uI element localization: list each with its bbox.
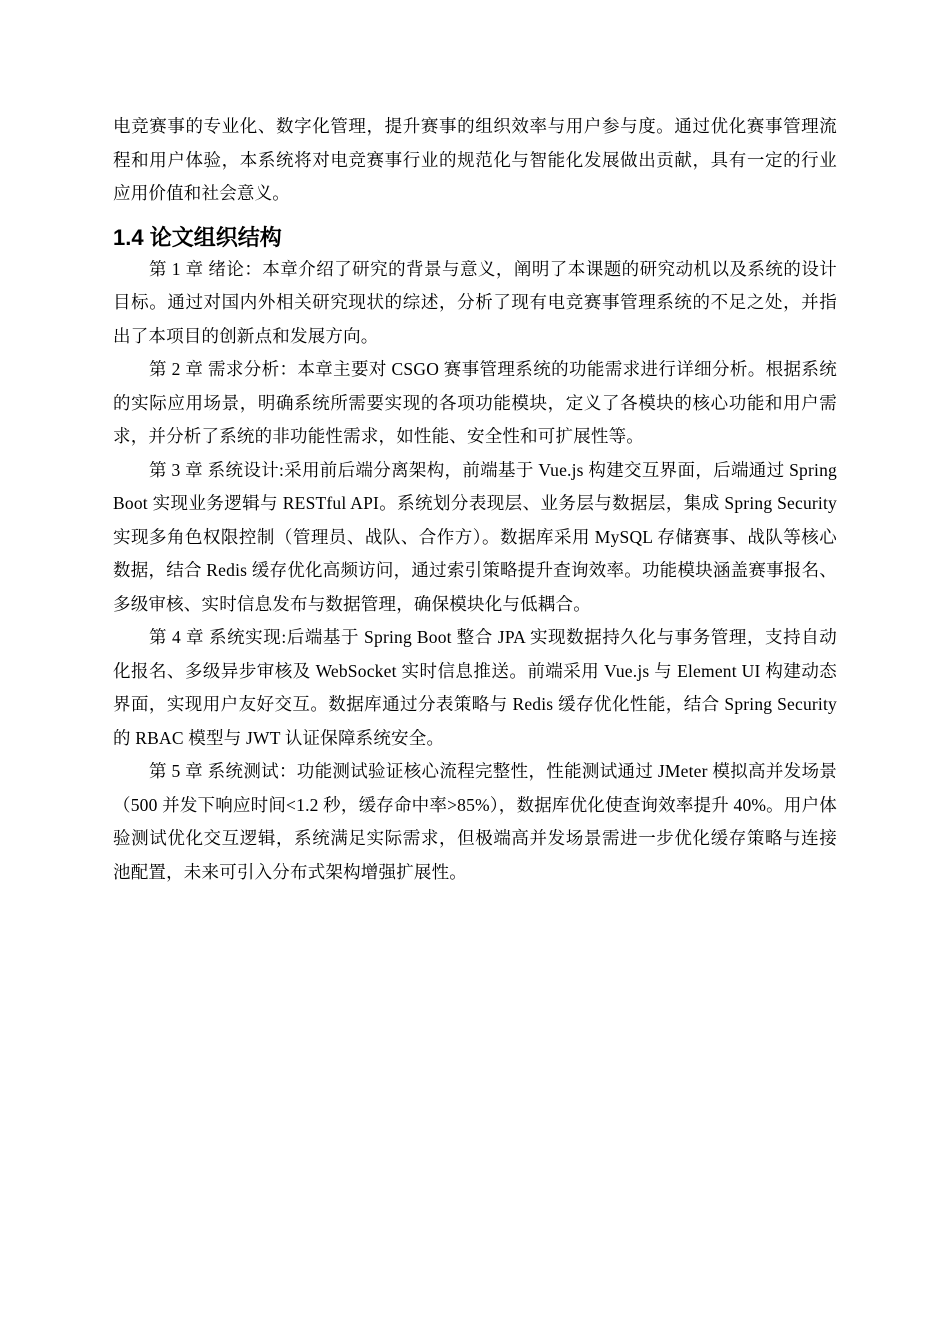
chapter-2-paragraph: 第 2 章 需求分析：本章主要对 CSGO 赛事管理系统的功能需求进行详细分析。根据系统的实际应用场景，明确系统所需要实现的各项功能模块，定义了各模块的核心功能和用户需求，并分析了系统的非功能性需求，如性能、安全性和可扩展性等。 — [113, 359, 837, 446]
chapter-1-paragraph: 第 1 章 绪论：本章介绍了研究的背景与意义，阐明了本课题的研究动机以及系统的设计目标。通过对国内外相关研究现状的综述，分析了现有电竞赛事管理系统的不足之处，并指出了本项目的创新点和发展方向。 — [113, 258, 837, 346]
section-heading: 1.4 论文组织结构 — [113, 224, 282, 250]
document-page — [113, 110, 837, 889]
chapter-4-paragraph: 第 4 章 系统实现:后端基于 Spring Boot 整合 JPA 实现数据持久化与事务管理，支持自动化报名、多级异步审核及 WebSocket 实时信息推送。前端采用 Vue.js 与 Element UI 构建动态界面，实现用户友好交互。数据库通过分表策略与 Redis 缓存优化性能，结合 Spring Security 的 RBAC 模型与 JWT 认证保障系统安全。 — [113, 627, 837, 748]
chapter-5-paragraph: 第 5 章 系统测试：功能测试验证核心流程完整性，性能测试通过 JMeter 模拟高并发场景（500 并发下响应时间<1.2 秒，缓存命中率>85%），数据库优化使查询效率提升 40%。用户体验测试优化交互逻辑，系统满足实际需求，但极端高并发场景需进一步优化缓存策略与连接池配置，未来可引入分布式架构增强扩展性。 — [113, 761, 837, 882]
intro-paragraph: 电竞赛事的专业化、数字化管理，提升赛事的组织效率与用户参与度。通过优化赛事管理流程和用户体验，本系统将对电竞赛事行业的规范化与智能化发展做出贡献，具有一定的行业应用价值和社会意义。 — [113, 116, 837, 203]
chapter-3-paragraph: 第 3 章 系统设计:采用前后端分离架构，前端基于 Vue.js 构建交互界面，后端通过 Spring Boot 实现业务逻辑与 RESTful API。系统划分表现层、业务层与数据层，集成 Spring Security 实现多角色权限控制（管理员、战队、合作方）。数据库采用 MySQL 存储赛事、战队等核心数据，结合 Redis 缓存优化高频访问，通过索引策略提升查询效率。功能模块涵盖赛事报名、多级审核、实时信息发布与数据管理，确保模块化与低耦合。 — [113, 459, 837, 614]
